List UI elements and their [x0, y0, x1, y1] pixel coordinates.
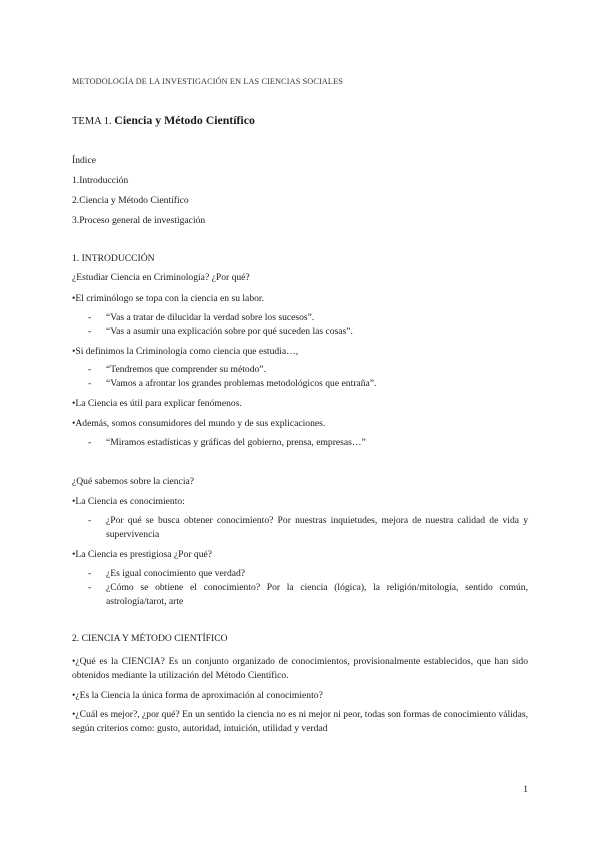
bullet-paragraph: •¿Es la Ciencia la única forma de aproximación al conocimiento? — [72, 690, 323, 701]
bullet-paragraph: •Además, somos consumidores del mundo y de sus explicaciones. — [72, 418, 326, 429]
section-heading: 2. CIENCIA Y MÉTODO CIENTÍFICO — [72, 633, 228, 644]
bullet-paragraph: •¿Cuál es mejor?, ¿por qué? En un sentido la ciencia no es ni mejor ni peor, todas son formas de conocimiento válidas, según criterios como: gusto, autoridad, intuición, utilidad y verdad — [72, 709, 528, 734]
index-heading: Índice — [72, 155, 96, 166]
bullet-paragraph: •Si definimos la Criminología como ciencia que estudia…, — [72, 346, 299, 357]
title-main: Ciencia y Método Científico — [114, 113, 255, 127]
dash-list-item: - ¿Cómo se obtiene el conocimiento? Por la ciencia (lógica), la religión/mitología, sentido común, astrología/tarot, arte — [88, 582, 528, 607]
index-item: 1.Introducción — [72, 175, 129, 186]
bullet-paragraph: •La Ciencia es conocimiento: — [72, 496, 185, 507]
section-heading: 1. INTRODUCCIÓN — [72, 253, 155, 264]
bullet-paragraph: •El criminólogo se topa con la ciencia en su labor. — [72, 293, 264, 304]
page-number: 1 — [523, 785, 528, 795]
question: ¿Estudiar Ciencia en Criminología? ¿Por qué? — [72, 272, 250, 283]
index-item: 3.Proceso general de investigación — [72, 215, 206, 226]
running-header: METODOLOGÍA DE LA INVESTIGACIÓN EN LAS CIENCIAS SOCIALES — [72, 77, 343, 86]
dash-list-item: - ¿Por qué se busca obtener conocimiento? Por nuestras inquietudes, mejora de nuestra calidad de vida y supervivencia — [88, 515, 528, 540]
index-item: 2.Ciencia y Método Científico — [72, 195, 189, 206]
question: ¿Qué sabemos sobre la ciencia? — [72, 476, 194, 487]
bullet-paragraph: •¿Qué es la CIENCIA? Es un conjunto organizado de conocimientos, provisionalmente establecidos, que han sido obtenidos mediante la utilización del Método Científico. — [72, 656, 528, 681]
page-title — [72, 113, 255, 128]
bullet-paragraph: •La Ciencia es prestigiosa ¿Por qué? — [72, 549, 213, 560]
title-prefix: TEMA 1. — [72, 116, 112, 127]
bullet-paragraph: •La Ciencia es útil para explicar fenómenos. — [72, 398, 242, 409]
